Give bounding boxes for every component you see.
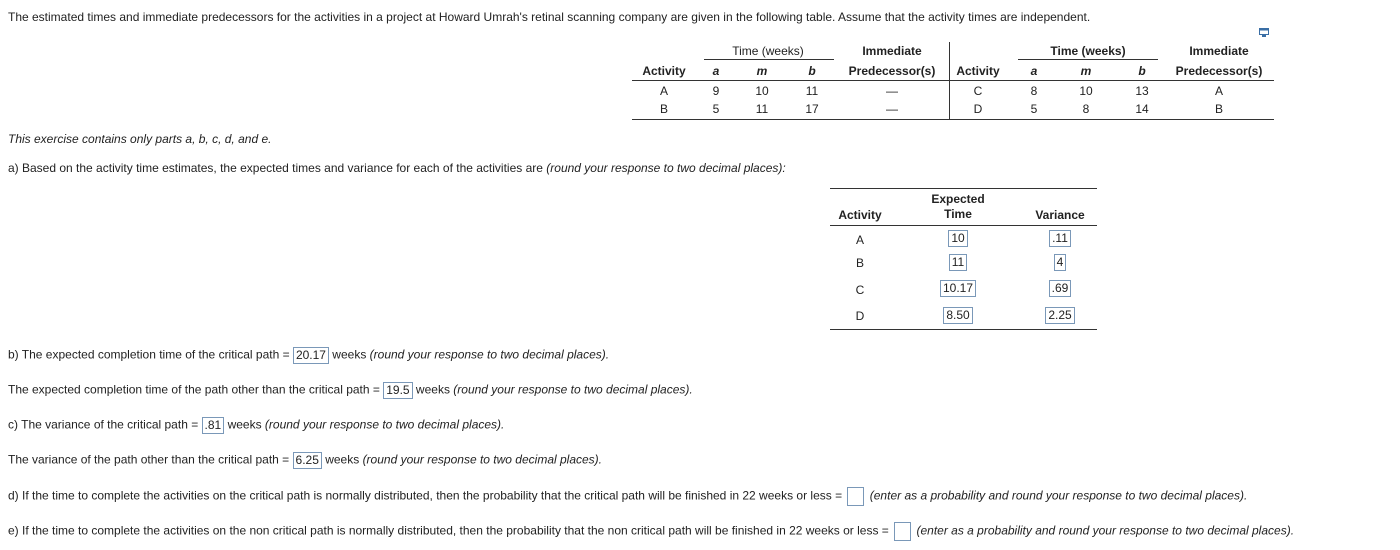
- table-cell-m: 11: [755, 102, 769, 116]
- time-weeks-header-left: Time (weeks): [732, 44, 804, 58]
- col-b-header-right: b: [1138, 64, 1146, 78]
- table-row-activity: D: [855, 309, 865, 323]
- table-cell-predecessor: B: [1214, 102, 1223, 116]
- col-m-header-left: m: [756, 64, 768, 78]
- col-a-header-right: a: [1030, 64, 1038, 78]
- critical-path-time-input[interactable]: 20.17: [293, 347, 329, 364]
- expected-header-line1: Expected: [931, 192, 985, 206]
- part-c-other-line: [8, 452, 602, 469]
- immediate-header-right: Immediate: [1189, 44, 1249, 58]
- expected-time-c-input[interactable]: 10.17: [940, 280, 976, 297]
- predecessors-header-right: Predecessor(s): [1175, 64, 1263, 78]
- part-b-critical-line: [8, 347, 609, 364]
- part-c-critical-hint: (round your response to two decimal places).: [264, 417, 505, 432]
- other-path-time-input[interactable]: 19.5: [383, 382, 412, 399]
- part-c-critical-line: [8, 417, 504, 434]
- table-cell-a: 8: [1030, 84, 1038, 98]
- part-e-text: e) If the time to complete the activities on the non critical path is normally distributed, then the probability that the non critical path will be finished in 22 weeks or less =: [8, 523, 893, 538]
- immediate-header-left: Immediate: [862, 44, 922, 58]
- part-a-question: [8, 161, 786, 175]
- variance-a-input[interactable]: .11: [1049, 230, 1071, 247]
- table-cell-a: 5: [712, 102, 720, 116]
- expected-time-a-input[interactable]: 10: [948, 230, 967, 247]
- part-d-line: [8, 487, 1247, 506]
- expected-variance-table: [830, 188, 1097, 330]
- part-b-critical-hint: (round your response to two decimal places).: [369, 347, 610, 362]
- table-cell-predecessor: —: [886, 84, 898, 98]
- predecessors-header-left: Predecessor(s): [848, 64, 936, 78]
- variance-b-input[interactable]: 4: [1054, 254, 1067, 271]
- table-cell-m: 10: [1079, 84, 1093, 98]
- table-row-activity: A: [855, 233, 864, 247]
- critical-path-variance-input[interactable]: .81: [202, 417, 225, 434]
- table-row-activity: B: [855, 256, 864, 270]
- part-b-other-hint: (round your response to two decimal places).: [453, 382, 693, 397]
- activity-times-table: [632, 42, 1274, 120]
- table-row-activity: A: [659, 84, 668, 98]
- intro-text: The estimated times and immediate predecessors for the activities in a project at Howard Umrah's retinal scanning company are given in the following table. Assume that the activity times are independent.: [8, 10, 1091, 24]
- activity-header-left: Activity: [642, 64, 686, 78]
- part-a-hint: (round your response to two decimal places):: [546, 161, 786, 175]
- part-b-other-text: The expected completion time of the path other than the critical path =: [8, 382, 384, 397]
- table-row-activity: D: [973, 102, 983, 116]
- weeks-label: weeks: [328, 347, 370, 362]
- table-row-activity: C: [855, 283, 865, 297]
- table-cell-m: 10: [755, 84, 769, 98]
- part-d-hint: (enter as a probability and round your response to two decimal places).: [869, 488, 1248, 503]
- col-a-header-left: a: [712, 64, 720, 78]
- activity-header-right: Activity: [956, 64, 1000, 78]
- critical-probability-input[interactable]: [847, 487, 864, 506]
- exercise-note: This exercise contains only parts a, b, c, d, and e.: [8, 132, 272, 146]
- table-cell-predecessor: A: [1214, 84, 1223, 98]
- col-m-header-right: m: [1080, 64, 1092, 78]
- part-a-text: a) Based on the activity time estimates, the expected times and variance for each of the activities are: [8, 161, 547, 175]
- noncritical-probability-input[interactable]: [894, 522, 911, 541]
- variance-d-input[interactable]: 2.25: [1045, 307, 1074, 324]
- variance-header: Variance: [1035, 208, 1085, 222]
- weeks-label: weeks: [321, 452, 363, 467]
- col-b-header-left: b: [808, 64, 816, 78]
- table-cell-m: 8: [1082, 102, 1090, 116]
- activity-header: Activity: [838, 208, 882, 222]
- part-d-text: d) If the time to complete the activities on the critical path is normally distributed, then the probability that the critical path will be finished in 22 weeks or less =: [8, 488, 846, 503]
- expected-header-line2: Time: [944, 207, 972, 221]
- part-b-other-line: [8, 382, 693, 399]
- part-e-hint: (enter as a probability and round your response to two decimal places).: [916, 523, 1295, 538]
- part-c-other-hint: (round your response to two decimal places).: [362, 452, 603, 467]
- variance-c-input[interactable]: .69: [1049, 280, 1072, 297]
- table-row-activity: B: [659, 102, 668, 116]
- table-cell-a: 9: [712, 84, 720, 98]
- time-weeks-header-right: Time (weeks): [1050, 44, 1126, 58]
- part-e-line: [8, 522, 1294, 541]
- part-c-other-text: The variance of the path other than the critical path =: [8, 452, 293, 467]
- table-cell-b: 14: [1135, 102, 1149, 116]
- expected-time-d-input[interactable]: 8.50: [943, 307, 972, 324]
- part-c-critical-text: c) The variance of the critical path =: [8, 417, 202, 432]
- copy-table-icon[interactable]: [1259, 28, 1269, 37]
- table-cell-b: 13: [1135, 84, 1149, 98]
- table-cell-a: 5: [1030, 102, 1038, 116]
- part-b-critical-text: b) The expected completion time of the critical path =: [8, 347, 293, 362]
- other-path-variance-input[interactable]: 6.25: [293, 452, 322, 469]
- expected-time-b-input[interactable]: 11: [949, 254, 967, 271]
- table-cell-b: 11: [805, 84, 819, 98]
- table-cell-predecessor: —: [886, 102, 898, 116]
- weeks-label: weeks: [412, 382, 454, 397]
- weeks-label: weeks: [224, 417, 265, 432]
- table-cell-b: 17: [805, 102, 819, 116]
- table-row-activity: C: [973, 84, 983, 98]
